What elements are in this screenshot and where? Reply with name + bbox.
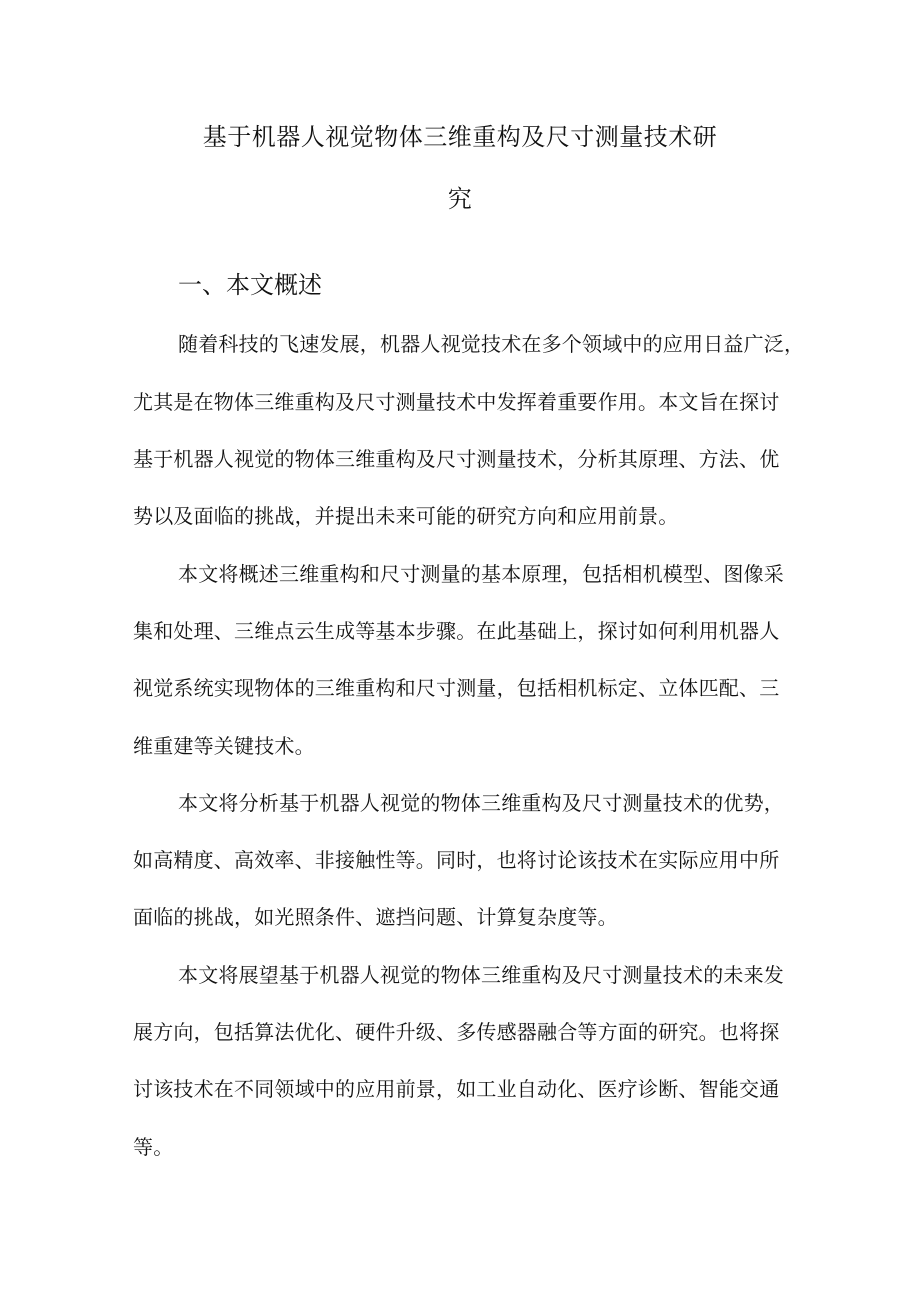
paragraph-4-line-3: 讨该技术在不同领域中的应用前景，如工业自动化、医疗诊断、智能交通 bbox=[133, 1077, 780, 1101]
paragraph-4-line-1: 本文将展望基于机器人视觉的物体三维重构及尺寸测量技术的未来发 bbox=[178, 963, 784, 987]
paragraph-3-line-2: 如高精度、高效率、非接触性等。同时，也将讨论该技术在实际应用中所 bbox=[133, 848, 780, 872]
section-heading: 一、本文概述 bbox=[178, 271, 322, 299]
paragraph-2-line-3: 视觉系统实现物体的三维重构和尺寸测量，包括相机标定、立体匹配、三 bbox=[133, 676, 780, 700]
paragraph-1-line-3: 基于机器人视觉的物体三维重构及尺寸测量技术，分析其原理、方法、优 bbox=[133, 447, 780, 471]
paragraph-3-line-1: 本文将分析基于机器人视觉的物体三维重构及尺寸测量技术的优势， bbox=[178, 791, 784, 815]
paragraph-4-line-2: 展方向，包括算法优化、硬件升级、多传感器融合等方面的研究。也将探 bbox=[133, 1020, 780, 1044]
document-title-line-1: 基于机器人视觉物体三维重构及尺寸测量技术研 bbox=[202, 123, 718, 151]
paragraph-1-line-1: 随着科技的飞速发展，机器人视觉技术在多个领域中的应用日益广泛， bbox=[178, 332, 805, 356]
paragraph-2-line-2: 集和处理、三维点云生成等基本步骤。在此基础上，探讨如何利用机器人 bbox=[133, 619, 780, 643]
document-title-line-2: 究 bbox=[447, 185, 473, 213]
paragraph-4-line-4: 等。 bbox=[133, 1135, 174, 1159]
paragraph-2-line-1: 本文将概述三维重构和尺寸测量的基本原理，包括相机模型、图像采 bbox=[178, 562, 784, 586]
paragraph-1-line-2: 尤其是在物体三维重构及尺寸测量技术中发挥着重要作用。本文旨在探讨 bbox=[133, 390, 780, 414]
paragraph-2-line-4: 维重建等关键技术。 bbox=[133, 734, 315, 758]
paragraph-1-line-4: 势以及面临的挑战，并提出未来可能的研究方向和应用前景。 bbox=[133, 504, 679, 528]
paragraph-3-line-3: 面临的挑战，如光照条件、遮挡问题、计算复杂度等。 bbox=[133, 905, 618, 929]
